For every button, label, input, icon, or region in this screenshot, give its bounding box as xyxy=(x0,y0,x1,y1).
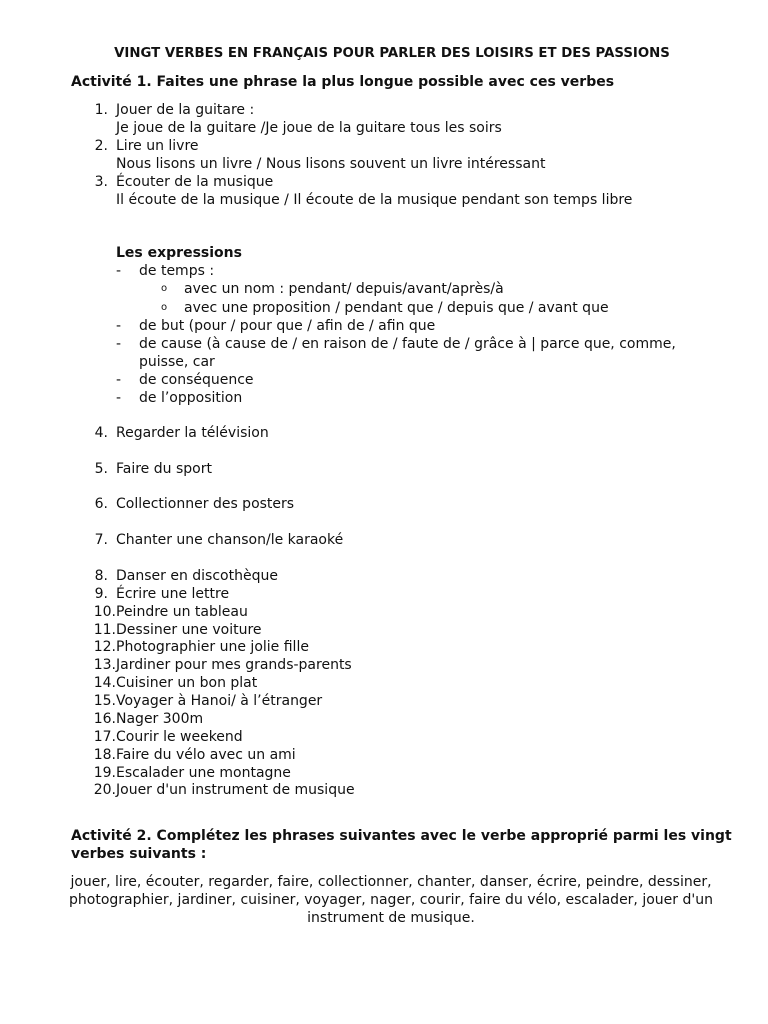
example-text: Nous lisons un livre / Nous lisons souvent un livre intéressant xyxy=(116,156,546,172)
verb-text: Courir le weekend xyxy=(116,729,243,745)
bullet-marker: o xyxy=(161,283,168,294)
expressions-heading: Les expressions xyxy=(116,245,242,261)
list-number: 1. xyxy=(94,102,108,118)
expression-text: de conséquence xyxy=(139,372,254,388)
dash-marker: - xyxy=(116,336,122,352)
expression-subtext: avec un nom : pendant/ depuis/avant/après/à xyxy=(184,281,504,297)
verb-text: Faire du vélo avec un ami xyxy=(116,747,296,763)
list-number: 10. xyxy=(93,604,116,620)
list-number: 18. xyxy=(93,747,116,763)
activity2-heading-line2: verbes suivants : xyxy=(71,846,207,862)
list-number: 13. xyxy=(93,657,116,673)
list-number: 5. xyxy=(94,461,108,477)
verbs-list-paragraph xyxy=(60,873,722,927)
verbs-line: jouer, lire, écouter, regarder, faire, collectionner, chanter, danser, écrire, peindre, dessiner, xyxy=(70,874,712,890)
verb-text: Dessiner une voiture xyxy=(116,622,262,638)
verb-text: Nager 300m xyxy=(116,711,204,727)
dash-marker: - xyxy=(116,372,122,388)
expression-text: de cause (à cause de / en raison de / faute de / grâce à | parce que, comme, xyxy=(139,336,676,352)
list-number: 3. xyxy=(94,174,108,190)
list-number: 8. xyxy=(94,568,108,584)
verb-text: Jardiner pour mes grands-parents xyxy=(116,657,352,673)
verb-text: Photographier une jolie fille xyxy=(116,639,309,655)
verb-text: Cuisiner un bon plat xyxy=(116,675,258,691)
list-number: 9. xyxy=(94,586,108,602)
dash-marker: - xyxy=(116,390,122,406)
bullet-marker: o xyxy=(161,302,168,313)
example-text: Il écoute de la musique / Il écoute de la musique pendant son temps libre xyxy=(116,192,633,208)
verb-text: Peindre un tableau xyxy=(116,604,248,620)
list-number: 14. xyxy=(93,675,116,691)
list-number: 6. xyxy=(94,496,108,512)
verb-text: Voyager à Hanoi/ à l’étranger xyxy=(116,693,323,709)
list-number: 12. xyxy=(93,639,116,655)
verb-text: Escalader une montagne xyxy=(116,765,291,781)
verb-text: Jouer de la guitare : xyxy=(116,102,255,118)
verb-text: Lire un livre xyxy=(116,138,199,154)
list-number: 19. xyxy=(93,765,116,781)
list-number: 7. xyxy=(94,532,108,548)
list-number: 20. xyxy=(93,782,116,798)
verb-text: Jouer d'un instrument de musique xyxy=(116,782,355,798)
list-number: 11. xyxy=(93,622,116,638)
dash-marker: - xyxy=(116,318,122,334)
list-number: 4. xyxy=(94,425,108,441)
verbs-line: photographier, jardiner, cuisiner, voyager, nager, courir, faire du vélo, escalader, jouer d'un xyxy=(69,892,713,908)
activity2-heading-line1: Activité 2. Complétez les phrases suivantes avec le verbe approprié parmi les vingt xyxy=(71,828,732,844)
verb-text: Faire du sport xyxy=(116,461,212,477)
document-title: VINGT VERBES EN FRANÇAIS POUR PARLER DES LOISIRS ET DES PASSIONS xyxy=(114,46,670,61)
verb-text: Danser en discothèque xyxy=(116,568,278,584)
verb-text: Collectionner des posters xyxy=(116,496,295,512)
verb-text: Chanter une chanson/le karaoké xyxy=(116,532,344,548)
list-number: 2. xyxy=(94,138,108,154)
example-text: Je joue de la guitare /Je joue de la guitare tous les soirs xyxy=(116,120,502,136)
list-number: 15. xyxy=(93,693,116,709)
verb-text: Regarder la télévision xyxy=(116,425,269,441)
verb-text: Écrire une lettre xyxy=(116,586,230,602)
list-number: 16. xyxy=(93,711,116,727)
list-number: 17. xyxy=(93,729,116,745)
expression-text: puisse, car xyxy=(139,354,215,370)
dash-marker: - xyxy=(116,263,122,279)
verbs-line: instrument de musique. xyxy=(307,910,475,926)
expression-text: de but (pour / pour que / afin de / afin que xyxy=(139,318,436,334)
activity1-heading: Activité 1. Faites une phrase la plus longue possible avec ces verbes xyxy=(71,74,615,90)
expression-text: de temps : xyxy=(139,263,215,279)
expression-text: de l’opposition xyxy=(139,390,243,406)
verb-text: Écouter de la musique xyxy=(116,174,274,190)
expression-subtext: avec une proposition / pendant que / depuis que / avant que xyxy=(184,300,609,316)
